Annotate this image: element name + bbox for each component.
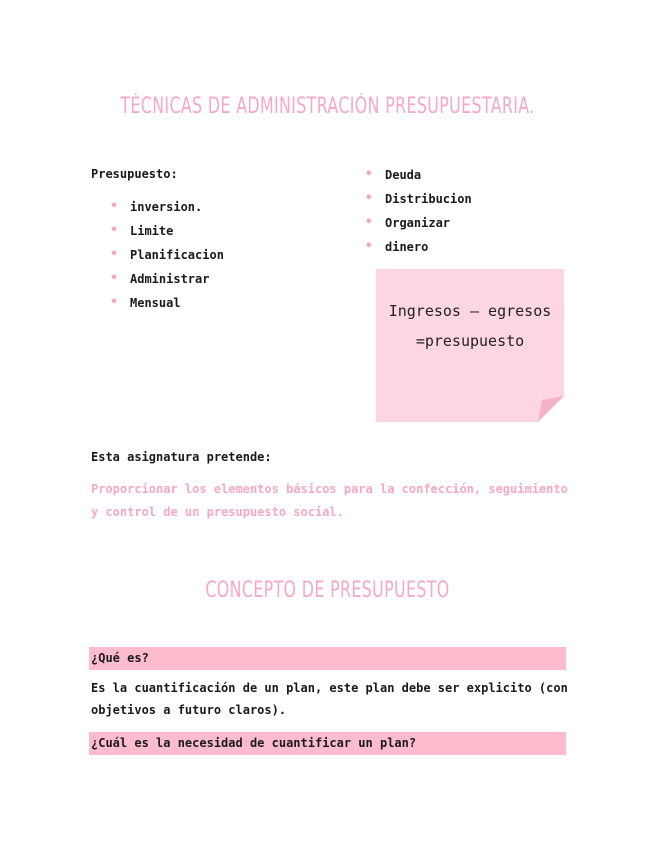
bullet-dot-icon: • (110, 223, 118, 238)
answer-what-is: Es la cuantificación de un plan, este plan debe ser explicito (con objetivos a futuro claros). (91, 681, 568, 717)
bullet-dot-icon: • (365, 167, 373, 182)
list-item (110, 243, 224, 267)
document-title: TÉCNICAS DE ADMINISTRACIÓN PRESUPUESTARIA. (120, 94, 535, 119)
asignatura-description: Proporcionar los elementos básicos para la confección, seguimiento y control de un presupuesto social. (91, 482, 568, 519)
list-item (365, 235, 472, 259)
bullet-dot-icon: • (365, 191, 373, 206)
bullet-dot-icon: • (110, 271, 118, 286)
right-bullet-list (365, 163, 472, 259)
bullet-dot-icon: • (365, 239, 373, 254)
list-item-label: Administrar (130, 272, 210, 286)
list-item (110, 219, 224, 243)
question-what-is: ¿Qué es? (89, 647, 566, 670)
list-item-label: Planificacion (130, 248, 224, 262)
left-bullet-list (110, 195, 224, 315)
list-item-label: dinero (385, 240, 429, 254)
section-title: CONCEPTO DE PRESUPUESTO (205, 578, 450, 603)
sticky-note-line1: Ingresos – egresos (388, 302, 552, 320)
bullet-dot-icon: • (110, 295, 118, 310)
list-item-label: inversion. (130, 200, 203, 214)
sticky-note-text (376, 296, 564, 356)
bullet-dot-icon: • (110, 247, 118, 262)
list-item (365, 211, 472, 235)
list-item-label: Distribucion (385, 192, 472, 206)
question-need-quantify: ¿Cuál es la necesidad de cuantificar un plan? (89, 732, 566, 755)
list-item (110, 291, 224, 315)
list-item-label: Deuda (385, 168, 422, 182)
list-item (110, 267, 224, 291)
list-item (365, 187, 472, 211)
bullet-dot-icon: • (365, 215, 373, 230)
list-item (110, 195, 224, 219)
list-item (365, 163, 472, 187)
presupuesto-label: Presupuesto: (91, 167, 178, 181)
list-item-label: Mensual (130, 296, 181, 310)
sticky-note-line2: =presupuesto (415, 332, 525, 350)
bullet-dot-icon: • (110, 199, 118, 214)
list-item-label: Organizar (385, 216, 451, 230)
asignatura-label: Esta asignatura pretende: (91, 450, 272, 464)
list-item-label: Limite (130, 224, 174, 238)
